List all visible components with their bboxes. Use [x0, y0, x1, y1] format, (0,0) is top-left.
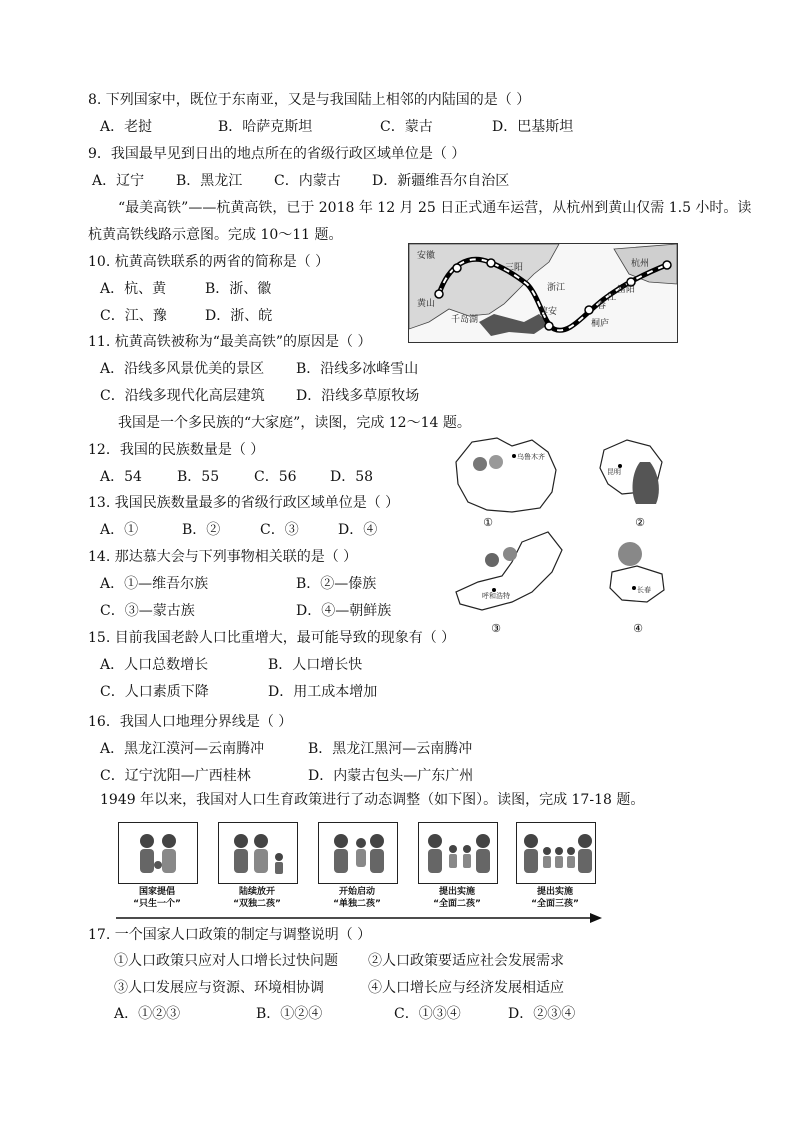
- q9-option-d[interactable]: D．新疆维吾尔自治区: [372, 173, 510, 189]
- label-sanyang: 三阳: [505, 263, 524, 273]
- rail-line-map: [408, 243, 678, 343]
- policy-label-5-line2: “全面三孩”: [531, 899, 579, 909]
- q17-option-a[interactable]: A．①②③: [114, 1006, 181, 1022]
- q14-stem: 14. 那达慕大会与下列事物相关联的是（ ）: [88, 549, 358, 565]
- q14-option-b[interactable]: B．②—傣族: [296, 576, 377, 592]
- q17-option-d[interactable]: D．②③④: [508, 1006, 576, 1022]
- q12-option-c[interactable]: C．56: [254, 469, 297, 485]
- q17-statement-4: ④人口增长应与经济发展相适应: [368, 980, 564, 996]
- policy-label-2: [212, 886, 302, 910]
- label-hangzhou: 杭州: [631, 259, 650, 269]
- station-tonglu: [585, 306, 593, 314]
- station-chunan: [545, 322, 553, 330]
- policy-label-3-line2: “单独二孩”: [333, 899, 381, 909]
- q14-option-c[interactable]: C．③—蒙古族: [100, 603, 195, 619]
- figure-rider-2: [503, 547, 517, 561]
- policy-label-4-line1: 提出实施: [438, 887, 475, 897]
- label-anhui: 安徽: [417, 251, 436, 261]
- policy-label-2-line2: “双独二孩”: [233, 899, 281, 909]
- ethnic-maps-svg: [452, 432, 680, 646]
- label-chun: 春: [597, 301, 607, 311]
- policy-label-1-line1: 国家提倡: [138, 887, 175, 897]
- policy-panel-5: [516, 822, 596, 884]
- policy-timeline-figure: [112, 816, 606, 922]
- policy-panel-1: [118, 822, 198, 884]
- q8-option-d[interactable]: D．巴基斯坦: [492, 119, 574, 135]
- policy-label-1-line2: “只生一个”: [133, 899, 181, 909]
- intro-17-18: 1949 年以来，我国对人口生育政策进行了动态调整（如下图）。读图，完成 17-18 题。: [100, 792, 645, 808]
- q15-option-c[interactable]: C．人口素质下降: [100, 684, 209, 700]
- q13-option-a[interactable]: A．①: [100, 522, 139, 538]
- label-tonglu: 桐庐: [591, 319, 610, 329]
- figure-korean-dancer: [618, 542, 642, 566]
- q8-option-a[interactable]: A．老挝: [100, 119, 153, 135]
- q12-option-b[interactable]: B．55: [177, 469, 220, 485]
- family-2-icon: [219, 823, 297, 883]
- q15-option-b[interactable]: B．人口增长快: [268, 657, 363, 673]
- station-2: [487, 259, 495, 267]
- policy-label-5-line1: 提出实施: [536, 887, 573, 897]
- q11-stem: 11. 杭黄高铁被称为“最美高铁”的原因是（ ）: [88, 334, 372, 350]
- policy-label-5: [510, 886, 600, 910]
- label-changchun: 长春: [637, 586, 651, 594]
- rail-map-svg: [409, 244, 677, 342]
- q10-option-c[interactable]: C．江、豫: [100, 308, 167, 324]
- q13-stem: 13. 我国民族数量最多的省级行政区域单位是（ ）: [88, 495, 400, 511]
- label-qiandao-lake: 千岛湖: [451, 315, 479, 325]
- figure-rider-1: [485, 553, 499, 567]
- station-1: [453, 264, 461, 272]
- urumqi-dot: [512, 454, 516, 458]
- q9-option-b[interactable]: B．黑龙江: [176, 173, 243, 189]
- xinjiang-map: [456, 438, 556, 512]
- label-hohhot: 呼和浩特: [482, 592, 510, 600]
- intro-10-11-line2: 杭黄高铁线路示意图。完成 10～11 题。: [88, 227, 343, 243]
- q10-option-d[interactable]: D．浙、皖: [205, 308, 273, 324]
- policy-label-4: [412, 886, 502, 910]
- label-fuyang: 富阳: [617, 285, 636, 295]
- q16-option-d[interactable]: D．内蒙古包头—广东广州: [308, 768, 474, 784]
- q17-statement-1: ①人口政策只应对人口增长过快问题: [114, 953, 338, 969]
- q17-statement-2: ②人口政策要适应社会发展需求: [368, 953, 564, 969]
- q15-stem: 15. 目前我国老龄人口比重增大，最可能导致的现象有（ ）: [88, 630, 456, 646]
- q17-statement-3: ③人口发展应与资源、环境相协调: [114, 980, 324, 996]
- q15-option-a[interactable]: A．人口总数增长: [100, 657, 209, 673]
- q12-stem: 12．我国的民族数量是（ ）: [88, 442, 265, 458]
- intro-10-11-line1: “最美高铁”——杭黄高铁，已于 2018 年 12 月 25 日正式通车运营，从杭州到黄山仅需 1.5 小时。读: [118, 200, 752, 216]
- marker-3: ③: [491, 622, 501, 635]
- family-3-icon: [319, 823, 397, 883]
- q16-stem: 16．我国人口地理分界线是（ ）: [88, 714, 293, 730]
- intro-12-14: 我国是一个多民族的“大家庭”，读图，完成 12～14 题。: [118, 415, 471, 431]
- q16-option-b[interactable]: B．黑龙江黑河—云南腾冲: [308, 741, 473, 757]
- q14-option-a[interactable]: A．①—维吾尔族: [100, 576, 209, 592]
- label-chunan: 淳安: [539, 307, 558, 317]
- q11-option-a[interactable]: A．沿线多风景优美的景区: [100, 361, 265, 377]
- policy-panel-3: [318, 822, 398, 884]
- q9-option-c[interactable]: C．内蒙古: [274, 173, 341, 189]
- label-urumqi: 乌鲁木齐: [517, 453, 545, 461]
- q8-stem: 8. 下列国家中，既位于东南亚，又是与我国陆上相邻的内陆国的是（ ）: [88, 92, 531, 108]
- q13-option-b[interactable]: B．②: [182, 522, 221, 538]
- q11-option-b[interactable]: B．沿线多冰峰雪山: [296, 361, 419, 377]
- figure-dancer-1: [473, 457, 487, 471]
- label-zhejiang: 浙江: [547, 283, 566, 293]
- policy-label-1: [112, 886, 202, 910]
- family-1-icon: [119, 823, 197, 883]
- policy-label-3-line1: 开始启动: [338, 887, 375, 897]
- q10-option-a[interactable]: A．杭、黄: [100, 281, 167, 297]
- figure-dancer-2: [489, 455, 503, 469]
- q8-option-c[interactable]: C．蒙古: [380, 119, 433, 135]
- marker-4: ④: [633, 622, 643, 635]
- label-huangshan: 黄山: [417, 299, 436, 309]
- q12-option-a[interactable]: A．54: [100, 469, 142, 485]
- family-4-icon: [419, 823, 497, 883]
- policy-label-4-line2: “全面二孩”: [433, 899, 481, 909]
- q8-option-b[interactable]: B．哈萨克斯坦: [218, 119, 313, 135]
- q17-option-c[interactable]: C．①③④: [394, 1006, 461, 1022]
- label-jiang: 江: [607, 293, 617, 303]
- marker-1: ①: [483, 516, 493, 529]
- q12-option-d[interactable]: D．58: [330, 469, 374, 485]
- policy-panel-4: [418, 822, 498, 884]
- q10-stem: 10. 杭黄高铁联系的两省的简称是（ ）: [88, 254, 330, 270]
- marker-2: ②: [635, 516, 645, 529]
- q14-option-d[interactable]: D．④—朝鲜族: [296, 603, 392, 619]
- station-huangshan: [435, 290, 443, 298]
- policy-panel-2: [218, 822, 298, 884]
- q16-option-c[interactable]: C．辽宁沈阳—广西桂林: [100, 768, 251, 784]
- q10-option-b[interactable]: B．浙、徽: [205, 281, 272, 297]
- q9-stem: 9．我国最早见到日出的地点所在的省级行政区域单位是（ ）: [88, 146, 466, 162]
- station-hangzhou: [663, 261, 671, 269]
- policy-label-3: [312, 886, 402, 910]
- ethnic-maps-figure: [452, 432, 680, 646]
- qiandao-lake-icon: [479, 314, 549, 336]
- q11-option-c[interactable]: C．沿线多现代化高层建筑: [100, 388, 265, 404]
- policy-label-2-line1: 陆续放开: [238, 887, 275, 897]
- jilin-map: [610, 566, 664, 602]
- q13-option-d[interactable]: D．④: [338, 522, 378, 538]
- q17-option-b[interactable]: B．①②④: [256, 1006, 323, 1022]
- family-5-icon: [517, 823, 595, 883]
- q11-option-d[interactable]: D．沿线多草原牧场: [296, 388, 420, 404]
- q17-stem: 17. 一个国家人口政策的制定与调整说明（ ）: [88, 927, 372, 943]
- q15-option-d[interactable]: D．用工成本增加: [268, 684, 378, 700]
- changchun-dot: [632, 586, 636, 590]
- q13-option-c[interactable]: C．③: [260, 522, 299, 538]
- timeline-arrow: [112, 912, 606, 924]
- label-kunming: 昆明: [607, 468, 621, 476]
- q16-option-a[interactable]: A．黑龙江漠河—云南腾冲: [100, 741, 265, 757]
- q9-option-a[interactable]: A．辽宁: [92, 173, 145, 189]
